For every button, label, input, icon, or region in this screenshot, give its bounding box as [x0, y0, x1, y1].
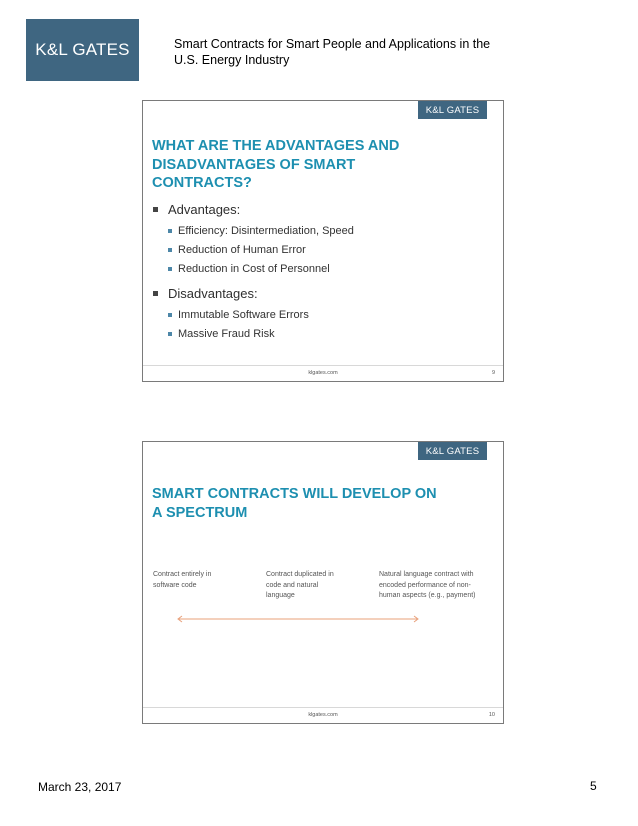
- page-number: 5: [590, 779, 597, 793]
- spectrum-label-natural: Natural language contract with encoded performance of non-human aspects (e.g., payment): [379, 571, 476, 599]
- square-bullet-icon: [153, 291, 158, 296]
- sub-bullet: [168, 306, 354, 325]
- square-bullet-icon: [168, 229, 172, 233]
- sub-bullet: [168, 325, 354, 344]
- slide-logo-text: K&L GATES: [425, 445, 480, 457]
- spectrum-label-duplicated: Contract duplicated in code and natural language: [266, 571, 334, 599]
- bullet-list: [152, 201, 354, 350]
- sub-bullet-text: Reduction of Human Error: [178, 244, 306, 256]
- sub-bullet-text: Massive Fraud Risk: [178, 328, 275, 340]
- slide-footer: [143, 707, 503, 723]
- slide-number: 9: [491, 370, 495, 376]
- sub-bullet-list: [168, 222, 354, 279]
- sub-bullet-text: Reduction in Cost of Personnel: [178, 263, 330, 275]
- double-arrow-icon: [176, 615, 420, 623]
- sub-bullet: [168, 222, 354, 241]
- bullet-label: Disadvantages:: [168, 286, 258, 301]
- page-date: March 23, 2017: [38, 780, 122, 794]
- sub-bullet-text: Immutable Software Errors: [178, 309, 309, 321]
- slide-logo: [418, 101, 487, 119]
- sub-bullet: [168, 241, 354, 260]
- document-title: Smart Contracts for Smart People and Applications in the U.S. Energy Industry: [174, 37, 491, 67]
- logo-text: K&L GATES: [35, 40, 130, 59]
- square-bullet-icon: [168, 267, 172, 271]
- bullet-advantages: [152, 201, 354, 279]
- slide-spectrum: [142, 441, 504, 724]
- square-bullet-icon: [168, 313, 172, 317]
- sub-bullet-list: [168, 306, 354, 344]
- footer-url: klgates.com: [308, 712, 338, 718]
- kl-gates-logo: [26, 19, 139, 81]
- slide-logo-text: K&L GATES: [425, 104, 480, 116]
- footer-url: klgates.com: [308, 370, 338, 376]
- slide-logo: [418, 442, 487, 460]
- slide-title: WHAT ARE THE ADVANTAGES AND DISADVANTAGES OF SMART CONTRACTS?: [152, 138, 400, 191]
- slide-advantages: [142, 100, 504, 382]
- slide-footer: [143, 365, 503, 381]
- bullet-disadvantages: [152, 285, 354, 344]
- bullet-label: Advantages:: [168, 202, 241, 217]
- square-bullet-icon: [168, 332, 172, 336]
- sub-bullet: [168, 260, 354, 279]
- slide-title: SMART CONTRACTS WILL DEVELOP ON A SPECTRUM: [152, 486, 437, 521]
- sub-bullet-text: Efficiency: Disintermediation, Speed: [178, 225, 354, 237]
- square-bullet-icon: [168, 248, 172, 252]
- square-bullet-icon: [153, 207, 158, 212]
- slide-number: 10: [488, 712, 495, 718]
- spectrum-label-code: Contract entirely in software code: [153, 571, 212, 589]
